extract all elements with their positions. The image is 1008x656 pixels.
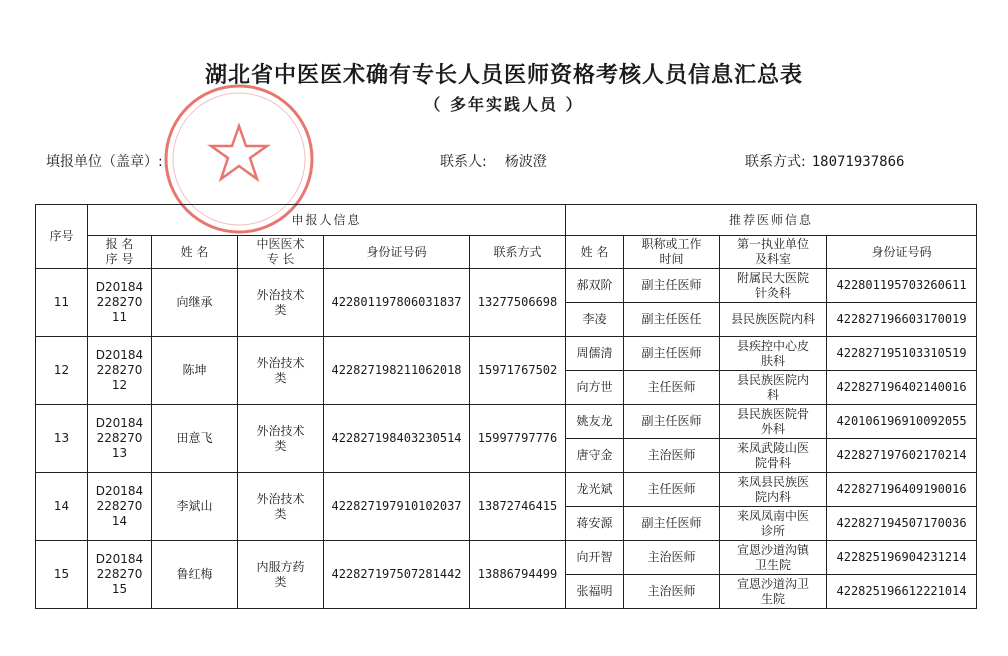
header-id-no: 身份证号码 [324, 236, 470, 269]
row-seq: 11 [36, 269, 88, 337]
row-specialty: 外治技术 类 [238, 405, 324, 473]
rec-unit: 宣恩沙道沟卫 生院 [720, 575, 827, 609]
table-row [36, 541, 977, 575]
row-phone: 13886794499 [470, 541, 566, 609]
header-rec-unit: 第一执业单位 及科室 [720, 236, 827, 269]
rec-title: 副主任医师 [624, 507, 720, 541]
rec-unit: 来凤武陵山医 院骨科 [720, 439, 827, 473]
rec-unit: 县民族医院内 科 [720, 371, 827, 405]
row-id-no: 422827198211062018 [324, 337, 470, 405]
rec-unit: 来凤凤南中医 诊所 [720, 507, 827, 541]
rec-title: 主任医师 [624, 473, 720, 507]
rec-unit: 宣恩沙道沟镇 卫生院 [720, 541, 827, 575]
contact-label: 联系人: [440, 154, 487, 170]
row-seq: 14 [36, 473, 88, 541]
row-name: 田意飞 [152, 405, 238, 473]
header-phone: 联系方式 [470, 236, 566, 269]
header-seq: 序号 [36, 205, 88, 269]
row-id-no: 422827197910102037 [324, 473, 470, 541]
row-name: 鲁红梅 [152, 541, 238, 609]
reporting-unit-label: 填报单位（盖章）: [46, 154, 163, 170]
header-reg-no: 报 名 序 号 [88, 236, 152, 269]
contact-name: 杨波澄 [504, 154, 547, 170]
row-specialty: 外治技术 类 [238, 473, 324, 541]
rec-name: 向开智 [566, 541, 624, 575]
contact-phone [745, 151, 904, 171]
row-phone: 15971767502 [470, 337, 566, 405]
row-reg-no: D20184 228270 15 [88, 541, 152, 609]
rec-name: 龙光斌 [566, 473, 624, 507]
rec-id: 422827196409190016 [827, 473, 977, 507]
rec-id: 422825196904231214 [827, 541, 977, 575]
phone-label: 联系方式: [745, 154, 806, 170]
row-reg-no: D20184 228270 14 [88, 473, 152, 541]
rec-unit: 附属民大医院 针灸科 [720, 269, 827, 303]
rec-unit: 县疾控中心皮 肤科 [720, 337, 827, 371]
rec-id: 422827195103310519 [827, 337, 977, 371]
rec-title: 副主任医师 [624, 269, 720, 303]
row-reg-no: D20184 228270 13 [88, 405, 152, 473]
document-title: 湖北省中医医术确有专长人员医师资格考核人员信息汇总表 [204, 63, 803, 88]
rec-name: 蒋安源 [566, 507, 624, 541]
row-name: 李斌山 [152, 473, 238, 541]
rec-unit: 来凤县民族医 院内科 [720, 473, 827, 507]
row-specialty: 外治技术 类 [238, 269, 324, 337]
rec-id: 422801195703260611 [827, 269, 977, 303]
rec-name: 唐守金 [566, 439, 624, 473]
table-row [36, 337, 977, 371]
row-id-no: 422827197507281442 [324, 541, 470, 609]
row-reg-no: D20184 228270 12 [88, 337, 152, 405]
rec-title: 主治医师 [624, 439, 720, 473]
rec-title: 主治医师 [624, 541, 720, 575]
seal-star-icon [211, 126, 267, 179]
rec-unit: 县民族医院骨 外科 [720, 405, 827, 439]
row-reg-no: D20184 228270 11 [88, 269, 152, 337]
rec-id: 422827197602170214 [827, 439, 977, 473]
rec-name: 向方世 [566, 371, 624, 405]
rec-name: 姚友龙 [566, 405, 624, 439]
table-row [36, 405, 977, 439]
rec-id: 422827196603170019 [827, 303, 977, 337]
header-rec-id: 身份证号码 [827, 236, 977, 269]
rec-unit: 县民族医院内科 [720, 303, 827, 337]
phone-value: 18071937866 [811, 154, 905, 170]
rec-name: 张福明 [566, 575, 624, 609]
row-seq: 15 [36, 541, 88, 609]
row-seq: 12 [36, 337, 88, 405]
table-row [36, 473, 977, 507]
personnel-table [35, 204, 977, 609]
rec-id: 420106196910092055 [827, 405, 977, 439]
rec-name: 李凌 [566, 303, 624, 337]
row-specialty: 外治技术 类 [238, 337, 324, 405]
header-recommender-group: 推荐医师信息 [566, 205, 977, 236]
rec-title: 副主任医师 [624, 405, 720, 439]
rec-name: 周儒清 [566, 337, 624, 371]
row-id-no: 422801197806031837 [324, 269, 470, 337]
header-specialty: 中医医术 专 长 [238, 236, 324, 269]
rec-id: 422827194507170036 [827, 507, 977, 541]
row-phone: 15997797776 [470, 405, 566, 473]
rec-title: 主治医师 [624, 575, 720, 609]
rec-id: 422827196402140016 [827, 371, 977, 405]
row-name: 向继承 [152, 269, 238, 337]
rec-title: 副主任医师 [624, 337, 720, 371]
rec-title: 主任医师 [624, 371, 720, 405]
reporting-unit [46, 151, 163, 171]
row-name: 陈坤 [152, 337, 238, 405]
row-phone: 13872746415 [470, 473, 566, 541]
header-rec-name: 姓 名 [566, 236, 624, 269]
rec-name: 郝双阶 [566, 269, 624, 303]
rec-id: 422825196612221014 [827, 575, 977, 609]
row-phone: 13277506698 [470, 269, 566, 337]
document-subtitle: （ 多年实践人员 ） [424, 95, 584, 114]
header-applicant-group: 申报人信息 [88, 205, 566, 236]
row-seq: 13 [36, 405, 88, 473]
table-row [36, 269, 977, 303]
rec-title: 副主任医任 [624, 303, 720, 337]
header-rec-title: 职称或工作 时间 [624, 236, 720, 269]
row-specialty: 内服方药 类 [238, 541, 324, 609]
contact-person [440, 151, 547, 171]
header-name: 姓 名 [152, 236, 238, 269]
row-id-no: 422827198403230514 [324, 405, 470, 473]
